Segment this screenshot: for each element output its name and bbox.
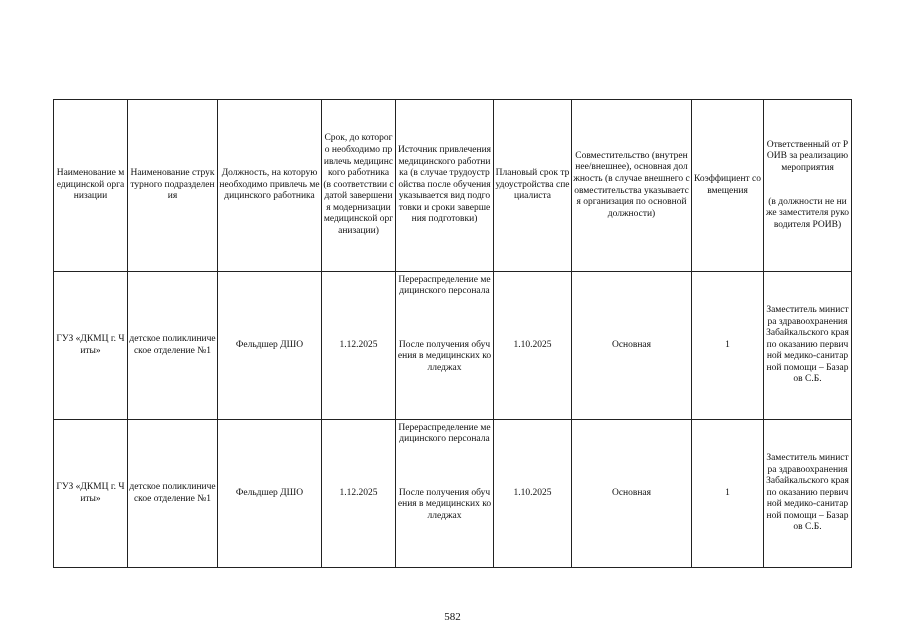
cell-deadline: 1.12.2025: [322, 420, 396, 568]
cell-organization: ГУЗ «ДКМЦ г. Читы»: [54, 420, 128, 568]
header-row: [54, 100, 852, 272]
page-number: 582: [444, 611, 461, 623]
header-department: Наименование структурного подразделения: [128, 100, 218, 272]
cell-source: [396, 420, 494, 568]
cell-organization: ГУЗ «ДКМЦ г. Читы»: [54, 272, 128, 420]
cell-coefficient: 1: [692, 420, 764, 568]
staffing-table: [53, 99, 852, 568]
header-responsible: [764, 100, 852, 272]
cell-deadline: 1.12.2025: [322, 272, 396, 420]
cell-position: Фельдшер ДШО: [218, 272, 322, 420]
cell-department: детское поликлиническое отделение №1: [128, 420, 218, 568]
header-position: Должность, на которую необходимо привлечь медицинского работника: [218, 100, 322, 272]
cell-department: детское поликлиническое отделение №1: [128, 272, 218, 420]
table-row: [54, 420, 852, 568]
cell-source: [396, 272, 494, 420]
cell-responsible: Заместитель министра здравоохранения Забайкальского края по оказанию первичной медико-санитарной помощи – Базаров С.Б.: [764, 420, 852, 568]
header-combination: Совместительство (внутреннее/внешнее), основная должность (в случае внешнего совместительства указывается организация по основной должности): [572, 100, 692, 272]
cell-source-training: После получения обучения в медицинских колледжах: [397, 339, 492, 373]
cell-planned-date: 1.10.2025: [494, 420, 572, 568]
cell-combination: Основная: [572, 272, 692, 420]
header-coefficient: Коэффициент совмещения: [692, 100, 764, 272]
header-source: Источник привлечения медицинского работника (в случае трудоустройства после обучения указывается вид подготовки и сроки завершения подготовки): [396, 100, 494, 272]
cell-combination: Основная: [572, 420, 692, 568]
cell-position: Фельдшер ДШО: [218, 420, 322, 568]
cell-source-training: После получения обучения в медицинских колледжах: [397, 487, 492, 521]
header-organization: Наименование медицинской организации: [54, 100, 128, 272]
header-deadline: Срок, до которого необходимо привлечь медицинского работника (в соответствии с датой завершения модернизации медицинской организации): [322, 100, 396, 272]
cell-source-redistribution: Перераспределение медицинского персонала: [398, 422, 491, 445]
cell-source-redistribution: Перераспределение медицинского персонала: [398, 274, 491, 297]
header-responsible-main: Ответственный от РОИВ за реализацию мероприятия: [766, 139, 849, 173]
cell-responsible: Заместитель министра здравоохранения Забайкальского края по оказанию первичной медико-санитарной помощи – Базаров С.Б.: [764, 272, 852, 420]
cell-coefficient: 1: [692, 272, 764, 420]
header-responsible-note: (в должности не ниже заместителя руководителя РОИВ): [765, 196, 850, 230]
table-row: [54, 272, 852, 420]
header-planned-date: Плановый срок трудоустройства специалиста: [494, 100, 572, 272]
cell-planned-date: 1.10.2025: [494, 272, 572, 420]
